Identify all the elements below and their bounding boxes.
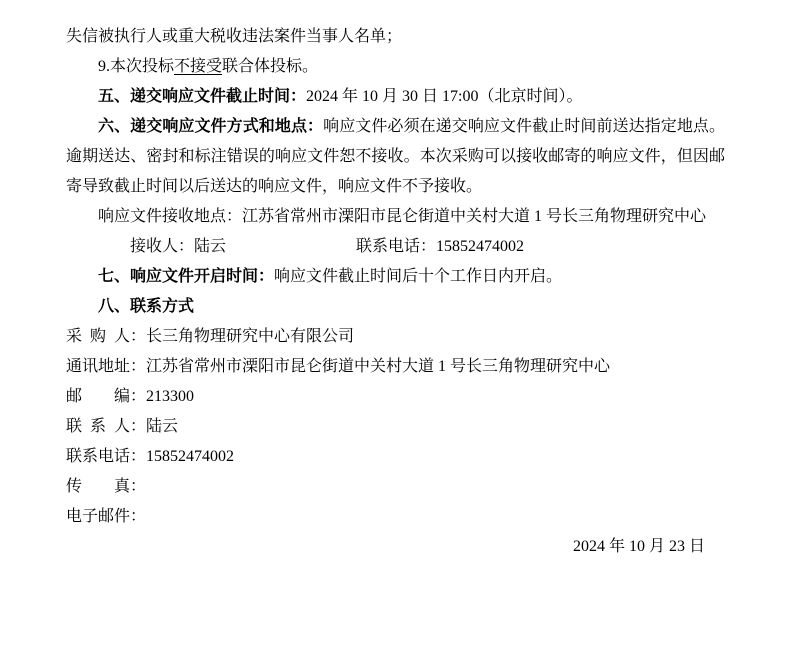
paragraph-item9 — [66, 52, 725, 82]
delivery-address-line — [66, 202, 725, 232]
contact-row-phone — [66, 442, 725, 472]
document-date — [66, 532, 725, 562]
section-6-heading: 六、递交响应文件方式和地点： — [98, 118, 324, 135]
item9-suffix: 联合体投标。 — [222, 58, 319, 75]
section-6-delivery — [66, 112, 725, 202]
section-8-heading: 八、联系方式 — [98, 298, 195, 315]
receiver-line — [66, 232, 725, 262]
contact-label: 通讯地址 — [66, 358, 131, 375]
contact-value: 江苏省常州市溧阳市昆仑街道中关村大道 1 号长三角物理研究中心 — [146, 358, 611, 375]
contact-value: 长三角物理研究中心有限公司 — [146, 328, 355, 345]
contact-label: 采购人 — [66, 328, 130, 345]
receiver-phone-group — [356, 238, 524, 255]
contact-label: 邮编 — [66, 388, 130, 405]
receiver-name-label: 接收人： — [130, 238, 195, 255]
section-7-text: 响应文件截止时间后十个工作日内开启。 — [274, 268, 563, 285]
colon: ： — [130, 358, 147, 375]
colon: ： — [130, 328, 147, 345]
section-5-heading: 五、递交响应文件截止时间： — [98, 88, 307, 105]
contact-list — [66, 322, 725, 532]
receiver-phone-value: 15852474002 — [436, 238, 525, 255]
delivery-address-value: 江苏省常州市溧阳市昆仑街道中关村大道 1 号长三角物理研究中心 — [242, 208, 707, 225]
contact-label: 联系电话 — [66, 448, 131, 465]
receiver-name-value: 陆云 — [194, 238, 227, 255]
contact-label: 电子邮件 — [66, 508, 131, 525]
contact-row-purchaser — [66, 322, 725, 352]
contact-label: 联系人 — [66, 418, 130, 435]
section-7-heading: 七、响应文件开启时间： — [98, 268, 275, 285]
receiver-phone-label: 联系电话： — [356, 238, 437, 255]
section-5-deadline — [66, 82, 725, 112]
contact-value: 陆云 — [146, 418, 179, 435]
colon: ： — [130, 478, 147, 495]
colon: ： — [130, 388, 147, 405]
receiver-name-group — [98, 232, 356, 262]
contact-label: 传真 — [66, 478, 130, 495]
contact-value: 15852474002 — [146, 448, 235, 465]
section-7-opening — [66, 262, 725, 292]
contact-row-address — [66, 352, 725, 382]
delivery-address-label: 响应文件接收地点： — [98, 208, 243, 225]
contact-row-zipcode — [66, 382, 725, 412]
section-8-contact-heading — [66, 292, 725, 322]
item9-prefix: 9.本次投标 — [98, 58, 175, 75]
colon: ： — [130, 418, 147, 435]
contact-value: 213300 — [146, 388, 195, 405]
colon: ： — [130, 508, 147, 525]
date-text: 2024 年 10 月 23 日 — [572, 538, 705, 555]
contact-row-fax — [66, 472, 725, 502]
contact-row-email — [66, 502, 725, 532]
section-5-text: 2024 年 10 月 30 日 17:00（北京时间）。 — [306, 88, 583, 105]
colon: ： — [130, 448, 147, 465]
item9-underlined-text: 不接受 — [174, 58, 223, 75]
section-6-text: 响应文件必须在递交响应文件截止时间前送达指定地点。逾期送达、密封和标注错误的响应文件恕不接收。本次采购可以接收邮寄的响应文件，但因邮寄导致截止时间以后送达的响应文件，响应文件不予接收。 — [66, 118, 725, 195]
contact-row-person — [66, 412, 725, 442]
paragraph-blacklist-continuation: 失信被执行人或重大税收违法案件当事人名单； — [66, 28, 403, 45]
